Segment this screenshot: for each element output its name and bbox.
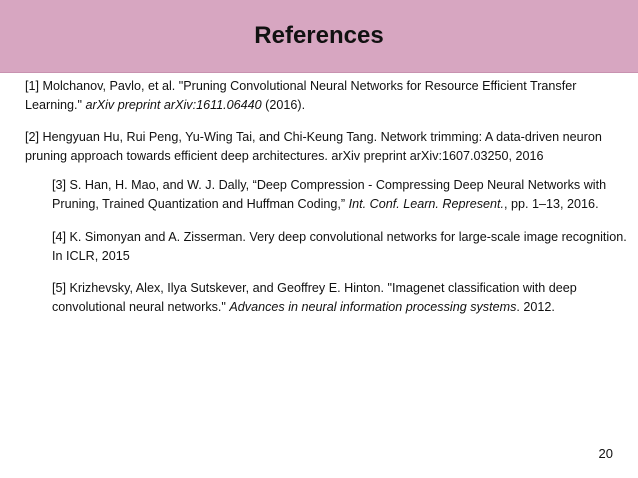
reference-4-text: [4] K. Simonyan and A. Zisserman. Very deep convolutional networks for large-scale image recognition. In ICLR, 2015 [52, 230, 627, 263]
reference-5-text: [5] Krizhevsky, Alex, Ilya Sutskever, and Geoffrey E. Hinton. "Imagenet classification with deep convolutional neural networks." [52, 281, 577, 314]
reference-1-text: [1] Molchanov, Pavlo, et al. "Pruning Convolutional Neural Networks for Resource Efficient Transfer Learning." [25, 79, 577, 112]
reference-4 [52, 228, 627, 266]
page-number: 20 [598, 446, 613, 461]
reference-1-venue: arXiv preprint arXiv:1611.06440 [85, 98, 262, 112]
reference-2-text: [2] Hengyuan Hu, Rui Peng, Yu-Wing Tai, and Chi-Keung Tang. Network trimming: A data-driven neuron pruning approach towards efficient deep architectures. arXiv preprint arXiv:1607.03250, 2016 [25, 130, 602, 163]
title-bar [0, 0, 638, 73]
slide-title: References [254, 22, 384, 49]
reference-3-year: , pp. 1–13, 2016. [504, 197, 599, 211]
reference-5-year: . 2012. [516, 300, 555, 314]
reference-3-text: [3] S. Han, H. Mao, and W. J. Dally, “Deep Compression - Compressing Deep Neural Networks with Pruning, Trained Quantization and Huffman Coding,” [52, 178, 607, 211]
reference-1 [25, 77, 625, 115]
reference-1-year: (2016). [261, 98, 306, 112]
reference-5 [52, 279, 627, 317]
reference-5-venue: Advances in neural information processing systems [229, 300, 517, 314]
reference-3-venue: Int. Conf. Learn. Represent. [348, 197, 505, 211]
reference-3 [52, 176, 627, 214]
reference-2 [25, 128, 625, 166]
